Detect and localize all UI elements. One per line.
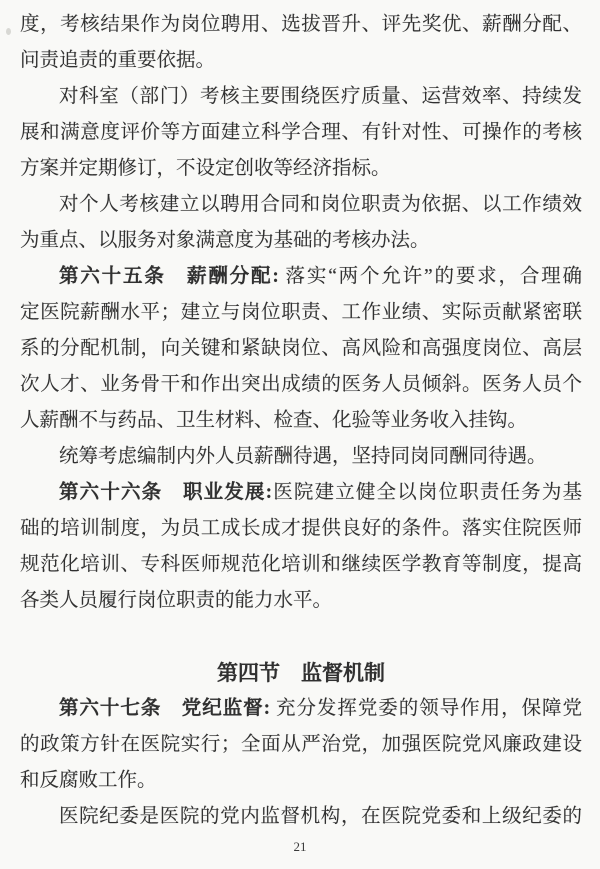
text-line: 度，考核结果作为岗位聘用、选拔晋升、评先奖优、薪酬分配、	[20, 14, 582, 35]
text-line: 系的分配机制，向关键和紧缺岗位、高风险和高强度岗位、高层	[20, 338, 582, 359]
text-block	[20, 7, 582, 835]
text-line	[20, 691, 582, 727]
article-label: 第六十七条 党纪监督:	[59, 698, 276, 719]
article-label: 第六十六条 职业发展:	[59, 482, 273, 503]
text-segment: 充分发挥党委的领导作用，保障党	[275, 698, 582, 719]
text-line: 次人才、业务骨干和作出突出成绩的医务人员倾斜。医务人员个	[20, 374, 582, 395]
text-line: 为重点、以服务对象满意度为基础的考核办法。	[20, 230, 430, 251]
text-line	[20, 259, 582, 295]
text-line: 对个人考核建立以聘用合同和岗位职责为依据、以工作绩效	[59, 194, 582, 215]
text-line: 规范化培训、专科医师规范化培训和继续医学教育等制度，提高	[20, 554, 582, 575]
text-line: 展和满意度评价等方面建立科学合理、有针对性、可操作的考核	[20, 122, 582, 143]
text-line: 方案并定期修订，不设定创收等经济指标。	[20, 158, 391, 179]
text-line: 定医院薪酬水平；建立与岗位职责、工作业绩、实际贡献紧密联	[20, 302, 582, 323]
page-number: 21	[293, 839, 307, 854]
text-line	[20, 475, 582, 511]
scan-artifact	[6, 28, 11, 35]
text-line: 础的培训制度，为员工成长成才提供良好的条件。落实住院医师	[20, 518, 582, 539]
blank-line	[20, 619, 582, 655]
text-segment: 落实“两个允许”的要求，合理确	[285, 266, 582, 287]
text-segment: 医院建立健全以岗位职责任务为基	[272, 482, 582, 503]
article-label: 第六十五条 薪酬分配:	[59, 266, 286, 287]
text-line: 的政策方针在医院实行；全面从严治党，加强医院党风廉政建设	[20, 734, 582, 755]
text-line: 人薪酬不与药品、卫生材料、检查、化验等业务收入挂钩。	[20, 410, 528, 431]
text-line: 问责追责的重要依据。	[20, 50, 216, 71]
text-line: 和反腐败工作。	[20, 770, 157, 791]
text-line: 对科室（部门）考核主要围绕医疗质量、运营效率、持续发	[59, 86, 582, 107]
text-line: 医院纪委是医院的党内监督机构，在医院党委和上级纪委的	[59, 806, 582, 827]
text-line: 各类人员履行岗位职责的能力水平。	[20, 590, 333, 611]
text-line: 统筹考虑编制内外人员薪酬待遇，坚持同岗同酬同待遇。	[59, 446, 547, 467]
section-heading: 第四节 监督机制	[217, 661, 385, 685]
